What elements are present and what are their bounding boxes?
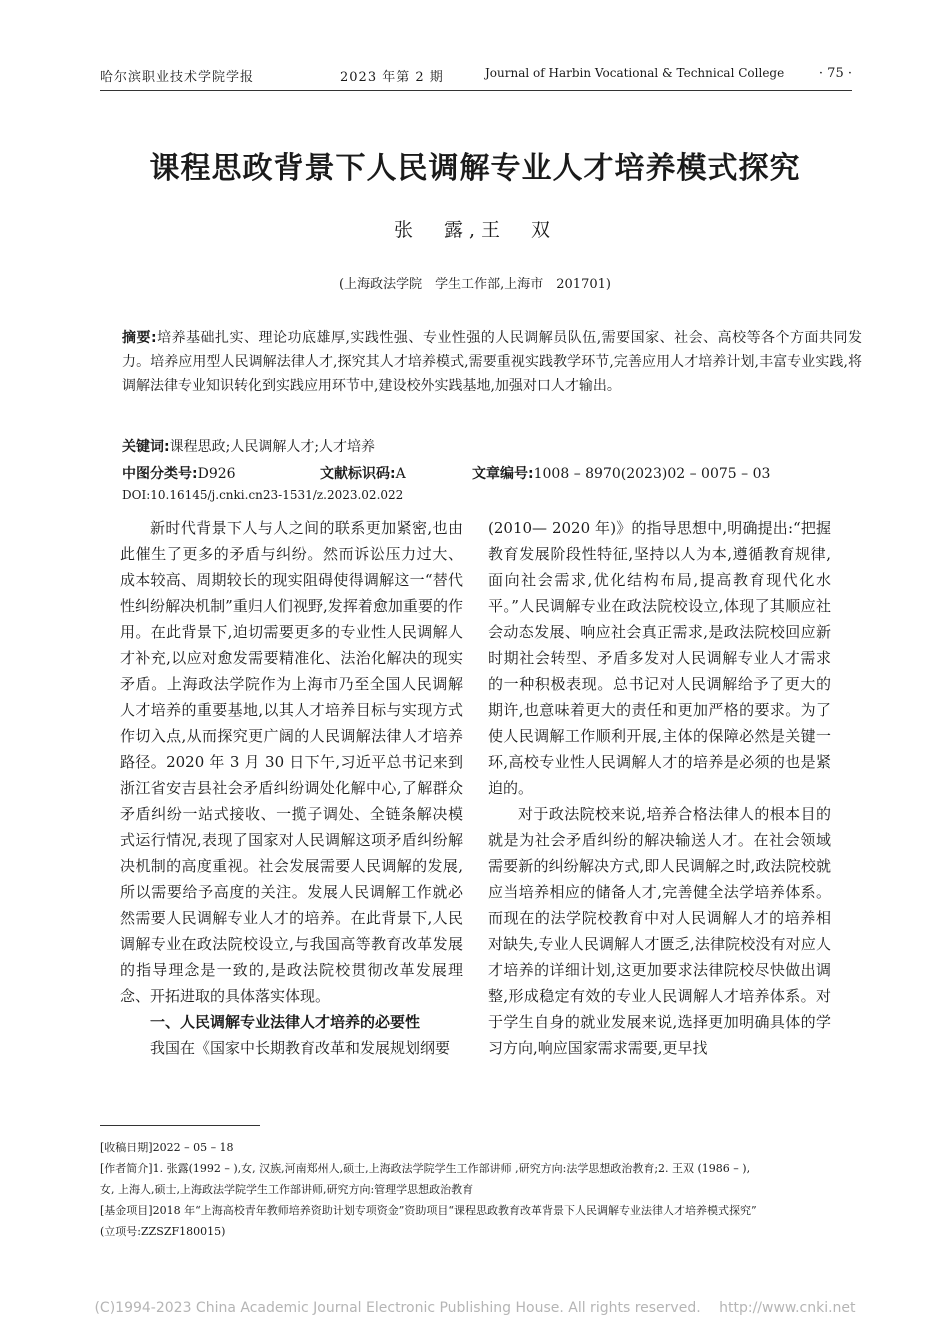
funding-id: (立项号:ZZSZF180015) — [100, 1225, 226, 1238]
keywords — [122, 436, 375, 456]
copyright-watermark: (C)1994-2023 China Academic Journal Electronic Publishing House. All rights reserved. http://www.cnki.net — [94, 1300, 856, 1316]
footnote-divider — [100, 1125, 260, 1126]
document-code — [320, 463, 406, 483]
keywords-label: 关键词: — [122, 439, 170, 455]
abstract — [122, 326, 862, 398]
body-column-left — [120, 515, 463, 1061]
doi: DOI:10.16145/j.cnki.cn23-1531/z.2023.02.022 — [122, 488, 404, 502]
keywords-text: 课程思政;人民调解人才;人才培养 — [169, 439, 376, 455]
document-code-label: 文献标识码: — [320, 466, 396, 482]
authors: 张 露,王 双 — [393, 219, 557, 241]
journal-name-en: Journal of Harbin Vocational & Technical College — [485, 66, 785, 80]
paragraph: (2010— 2020 年)》的指导思想中,明确提出:“把握教育发展阶段性特征,坚持以人为本,遵循教育规律,面向社会需求,优化结构布局,提高教育现代化水平。”人民调解专业在政法院校设立,体现了其顺应社会动态发展、响应社会真正需求,是政法院校回应新时期社会转型、矛盾多发对人民调解专业人才需求的一种积极表现。总书记对人民调解给予了更大的期许,也意味着更大的责任和更加严格的要求。为了使人民调解工作顺利开展,主体的保障必然是关键一环,高校专业性人民调解人才的培养是必须的也是紧迫的。 — [488, 519, 831, 797]
document-code-value: A — [395, 466, 406, 482]
classification-value: D926 — [197, 466, 236, 482]
abstract-label: 摘要: — [122, 330, 157, 346]
received-date: [收稿日期]2022 – 05 – 18 — [100, 1141, 234, 1154]
article-number — [472, 463, 770, 483]
author-bio: [作者简介]1. 张露(1992 – ),女, 汉族,河南郑州人,硕士,上海政法学院学生工作部讲师 ,研究方向:法学思想政治教育;2. 王双 (1986 – ), — [100, 1162, 751, 1175]
issue-label: 2023 年第 2 期 — [340, 70, 444, 85]
classification-label: 中图分类号: — [122, 466, 198, 482]
section-heading: 一、人民调解专业法律人才培养的必要性 — [150, 1013, 421, 1031]
funding-info: [基金项目]2018 年“上海高校青年教师培养资助计划专项资金”资助项目“课程思政教育改革背景下人民调解专业法律人才培养模式探究” — [100, 1204, 757, 1217]
running-header — [100, 64, 852, 91]
author-bio-cont: 女, 上海人,硕士,上海政法学院学生工作部讲师,研究方向:管理学思想政治教育 — [100, 1183, 474, 1196]
article-number-label: 文章编号: — [472, 466, 534, 482]
paper-title: 课程思政背景下人民调解专业人才培养模式探究 — [149, 151, 801, 186]
paragraph: 新时代背景下人与人之间的联系更加紧密,也由此催生了更多的矛盾与纠纷。然而诉讼压力过大、成本较高、周期较长的现实阻碍使得调解这一“替代性纠纷解决机制”重归人们视野,发挥着愈加重要的作用。在此背景下,迫切需要更多的专业性人民调解人才补充,以应对愈发需要精准化、法治化解决的现实矛盾。上海政法学院作为上海市乃至全国人民调解人才培养的重要基地,以其人才培养目标与实现方式作切入点,从而探究更广阔的人民调解法律人才培养路径。2020 年 3 月 30 日下午,习近平总书记来到浙江省安吉县社会矛盾纠纷调处化解中心,了解群众矛盾纠纷一站式接收、一揽子调处、全链条解决模式运行情况,表现了国家对人民调解这项矛盾纠纷解决机制的高度重视。社会发展需要人民调解的发展,所以需要给予高度的关注。发展人民调解工作就必然需要人民调解专业人才的培养。在此背景下,人民调解专业在政法院校设立,与我国高等教育改革发展的指导理念是一致的,是政法院校贯彻改革发展理念、开拓进取的具体落实体现。 — [120, 519, 463, 1005]
page-number: · 75 · — [818, 66, 852, 81]
classification — [122, 463, 236, 483]
body-column-right — [488, 515, 831, 1061]
abstract-text: 培养基础扎实、理论功底雄厚,实践性强、专业性强的人民调解员队伍,需要国家、社会、高校等各个方面共同发力。培养应用型人民调解法律人才,探究其人才培养模式,需要重视实践教学环节,完善应用人才培养计划,丰富专业实践,将调解法律专业知识转化到实践应用环节中,建设校外实践基地,加强对口人才输出。 — [122, 330, 862, 394]
paragraph: 对于政法院校来说,培养合格法律人的根本目的就是为社会矛盾纠纷的解决输送人才。在社会领域需要新的纠纷解决方式,即人民调解之时,政法院校就应当培养相应的储备人才,完善健全法学培养体系。而现在的法学院校教育中对人民调解人才的培养相对缺失,专业人民调解人才匮乏,法律院校没有对应人才培养的详细计划,这更加要求法律院校尽快做出调整,形成稳定有效的专业人民调解人才培养体系。对于学生自身的就业发展来说,选择更加明确具体的学习方向,响应国家需求需要,更早找 — [488, 805, 831, 1057]
journal-name: 哈尔滨职业技术学院学报 — [100, 70, 255, 85]
article-number-value: 1008 – 8970(2023)02 – 0075 – 03 — [533, 466, 771, 482]
footnotes — [100, 1137, 852, 1242]
affiliation: (上海政法学院 学生工作部,上海市 201701) — [339, 277, 611, 292]
paragraph: 我国在《国家中长期教育改革和发展规划纲要 — [150, 1039, 451, 1057]
